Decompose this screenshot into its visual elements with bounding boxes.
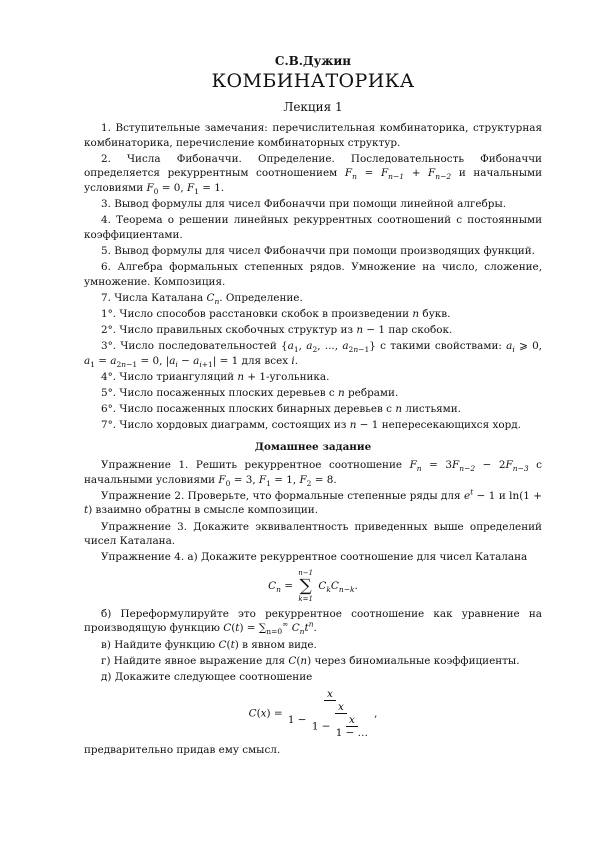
item-3: 3. Вывод формулы для чисел Фибоначчи при помощи линейной алгебры. bbox=[101, 198, 507, 211]
item-2: 2. Числа Фибоначчи. Определение. Последовательность Фибоначчи определяется рекуррентным соотношением $F_n = F_{n-1} + F_{n-2}$ и начальными условиями $F_0 = 0$, $F_1 = 1$. bbox=[84, 152, 543, 197]
exercise-4e: д) Докажите следующее соотношение bbox=[101, 670, 313, 683]
catalan-def-1: 1°. Число способов расстановки скобок в произведении n букв. bbox=[101, 307, 451, 320]
exercise-4a: Упражнение 4. а) Докажите рекуррентное соотношение для чисел Каталана bbox=[101, 551, 528, 564]
exercise-1: Упражнение 1. Решить рекуррентное соотношение $F_n = 3F_{n-2} - 2F_{n-3}$ с начальными условиями $F_0 = 3$, $F_1 = 1$, $F_2 = 8$. bbox=[84, 459, 542, 488]
catalan-def-5: 5°. Число посаженных плоских деревьев с n ребрами. bbox=[101, 386, 399, 399]
exercise-4c: в) Найдите функцию C(t) в явном виде. bbox=[101, 638, 317, 651]
continued-fraction-formula: C(x) = x 1 − x 1 − $\frac{x}{1 - \dots}$ , bbox=[248, 688, 378, 740]
catalan-def-4: 4°. Число триангуляций n + 1-угольника. bbox=[101, 370, 330, 383]
catalan-def-6: 6°. Число посаженных плоских бинарных деревьев с n листьями. bbox=[101, 402, 461, 415]
page-content bbox=[84, 54, 542, 759]
exercise-4d: г) Найдите явное выражение для C(n) через биномиальные коэффициенты. bbox=[101, 654, 520, 667]
item-6: 6. Алгебра формальных степенных рядов. Умножение на число, сложение, умножение. Композиция. bbox=[84, 261, 542, 288]
catalan-def-3: 3°. Число последовательностей {$a_1$, $a_2$, ..., $a_{2n-1}$} с такими свойствами: $a_i$ ⩾ 0, $a_1 = a_{2n-1} = 0$, $|a_i - a_{i+1}| = 1$ для всех i. bbox=[84, 340, 542, 369]
document-title: КОМБИНАТОРИКА bbox=[211, 69, 415, 92]
exercise-4-tail: предварительно придав ему смысл. bbox=[84, 744, 281, 757]
item-5: 5. Вывод формулы для чисел Фибоначчи при помощи производящих функций. bbox=[101, 244, 535, 257]
item-1: 1. Вступительные замечания: перечислительная комбинаторика, структурная комбинаторика, перечисление комбинаторных структур. bbox=[84, 122, 542, 149]
author: С.В.Дужин bbox=[274, 54, 352, 68]
exercise-3: Упражнение 3. Докажите эквивалентность приведенных выше определений чисел Каталана. bbox=[84, 520, 542, 548]
lecture-number: Лекция 1 bbox=[283, 99, 343, 114]
catalan-def-2: 2°. Число правильных скобочных структур из n − 1 пар скобок. bbox=[101, 323, 453, 336]
item-7: 7. Числа Каталана $C_n$. Определение. bbox=[101, 291, 303, 306]
exercise-2: Упражнение 2. Проверьте, что формальные степенные ряды для $e^t - 1$ и ln(1 + t) взаимно обратны в смысле композиции. bbox=[84, 487, 542, 517]
catalan-recurrence-formula: $C_n$ = n−1 ∑ k=1 $C_kC_{n-k}$. bbox=[268, 568, 358, 603]
item-4: 4. Теорема о решении линейных рекуррентных соотношений с постоянными коэффициентами. bbox=[84, 214, 542, 241]
exercise-4b: б) Переформулируйте это рекуррентное соотношение как уравнение на производящую функцию $C(t) = \sum_{n=0}^\infty$ $C_nt^n$. bbox=[84, 607, 542, 637]
homework-heading: Домашнее задание bbox=[254, 440, 372, 453]
catalan-def-7: 7°. Число хордовых диаграмм, состоящих из n − 1 непересекающихся хорд. bbox=[101, 418, 521, 431]
